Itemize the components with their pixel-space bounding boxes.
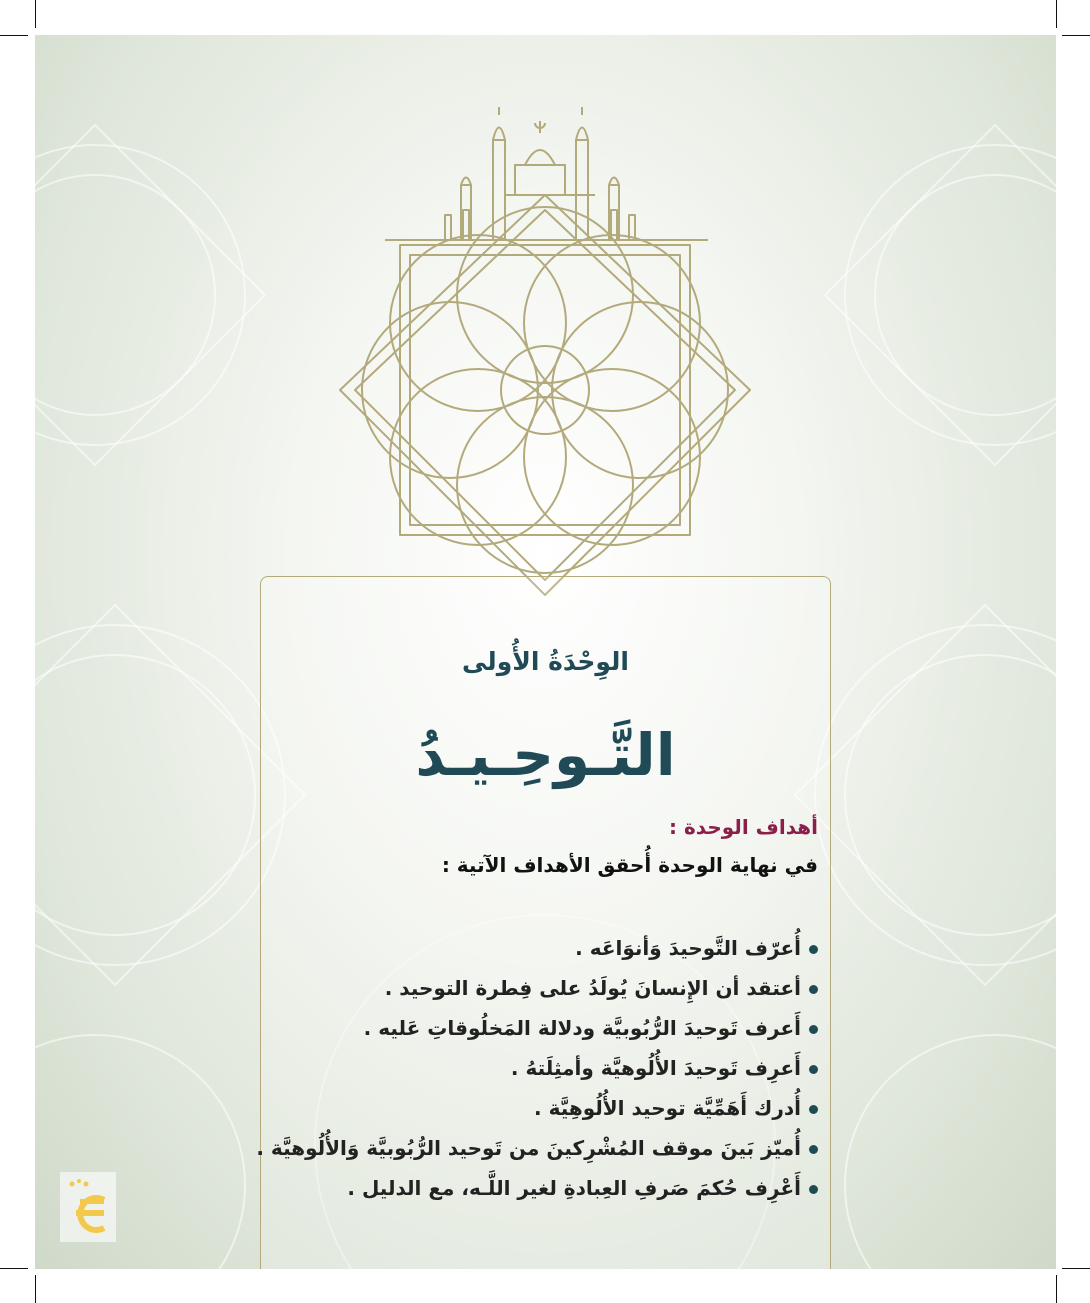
goal-item [256,1088,818,1128]
crop-mark [35,0,36,28]
crop-mark [1056,1275,1057,1303]
goal-text: أَعْرِف حُكمَ صَرفِ العِبادةِ لغير اللَّـه، مع الدليل . [347,1176,801,1200]
bullet-icon [809,1065,818,1074]
goal-item [256,928,818,968]
crop-mark [35,1275,36,1303]
goal-item [256,1048,818,1088]
publisher-logo-icon [60,1172,116,1242]
goals-heading: أهداف الوحدة : [669,815,818,839]
bullet-icon [809,1145,818,1154]
unit-title: التَّـوحِـيـدُ [415,721,676,789]
bullet-icon [809,985,818,994]
goal-item [256,968,818,1008]
unit-label: الوِحْدَةُ الأُولى [462,647,629,676]
goal-text: أعتقد أن الإِنسانَ يُولَدُ على فِطرة التوحيد . [384,976,801,1000]
crop-mark [0,35,28,36]
bullet-icon [809,1025,818,1034]
goal-item [256,1168,818,1208]
bullet-icon [809,1105,818,1114]
goal-text: أُميّز بَينَ موقف المُشْرِكينَ من تَوحيد الرُّبُوبيَّة وَالأُلُوهيَّة . [256,1136,801,1160]
crop-mark [0,1268,28,1269]
book-page [35,35,1056,1269]
goal-text: أُدرك أَهَمِّيَّة توحيد الأُلُوهِيَّة . [534,1096,801,1120]
bullet-icon [809,1185,818,1194]
goal-text: أَعرِف تَوحيدَ الأُلُوهيَّة وأمثِلَتهُ . [510,1056,801,1080]
bullet-icon [809,945,818,954]
goals-list [256,928,818,1208]
crop-mark [1056,0,1057,28]
crop-mark [1062,35,1090,36]
goal-text: أَعرف تَوحيدَ الرُّبُوبيَّة ودلالة المَخلُوقاتِ عَليه . [363,1016,801,1040]
goal-text: أُعرّف التَّوحيدَ وَأنوَاعَه . [575,936,801,960]
crop-mark [1062,1268,1090,1269]
goal-item [256,1008,818,1048]
goals-intro: في نهاية الوحدة أُحقق الأهداف الآتية : [441,853,818,877]
goal-item [256,1128,818,1168]
